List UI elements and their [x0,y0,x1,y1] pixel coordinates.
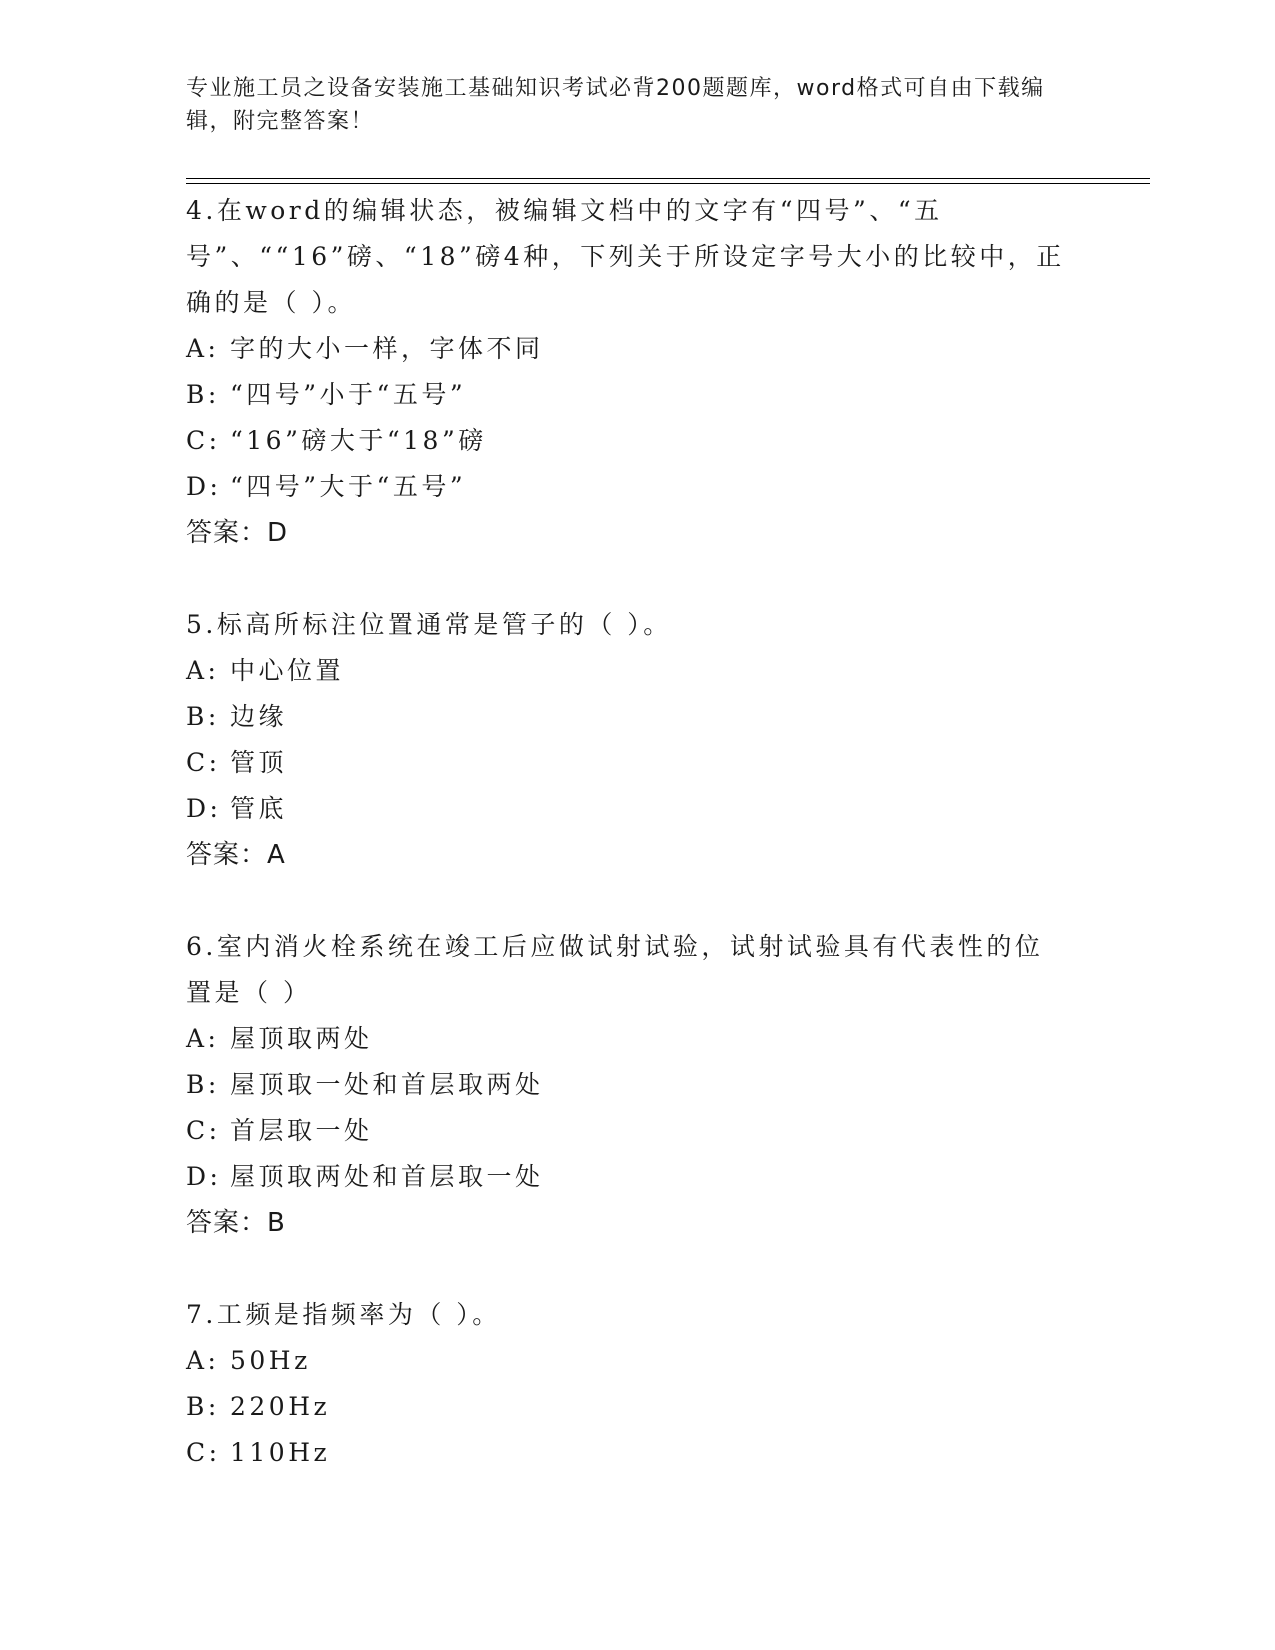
option-text: 边缘 [230,702,288,731]
option-text: 50Hz [230,1346,311,1375]
option-text: 管顶 [230,748,288,777]
answer-line: 答案：D [186,518,289,548]
option-b [186,1062,1066,1108]
option-text: “四号”小于“五号” [230,380,467,409]
option-text: 屋顶取两处和首层取一处 [230,1162,544,1191]
option-text: “四号”大于“五号” [230,472,467,501]
option-key: B: [186,1392,220,1421]
option-text: 管底 [230,794,288,823]
question-item [186,1292,1066,1476]
option-key: A: [186,1024,220,1053]
option-key: C: [186,1438,221,1467]
option-key: A: [186,1346,220,1375]
option-c [186,1430,1066,1476]
option-key: C: [186,748,221,777]
question-item [186,924,1066,1246]
option-key: A: [186,656,220,685]
option-key: B: [186,1070,220,1099]
option-a [186,326,1066,372]
option-c [186,1108,1066,1154]
option-text: “16”磅大于“18”磅 [230,426,487,455]
document-header-title: 专业施工员之设备安装施工基础知识考试必背200题题库，word格式可自由下载编辑，附完整答案！ [186,76,1045,134]
option-text: 中心位置 [230,656,345,685]
option-a [186,648,1066,694]
question-item [186,188,1066,556]
option-text: 首层取一处 [230,1116,373,1145]
question-stem: 4.在word的编辑状态，被编辑文档中的文字有“四号”、“五号”、““16”磅、“18”磅4种，下列关于所设定字号大小的比较中，正确的是（ ）。 [186,196,1065,317]
option-key: A: [186,334,220,363]
option-text: 屋顶取一处和首层取两处 [230,1070,544,1099]
option-c [186,740,1066,786]
answer-line: 答案：A [186,840,286,870]
option-key: B: [186,380,220,409]
question-stem: 7.工频是指频率为（ ）。 [186,1300,501,1329]
option-b [186,694,1066,740]
option-d [186,786,1066,832]
question-stem: 5.标高所标注位置通常是管子的（ ）。 [186,610,672,639]
option-key: D: [186,1162,222,1191]
option-key: C: [186,426,221,455]
question-item [186,602,1066,878]
question-list [186,188,1066,1476]
option-d [186,464,1066,510]
option-c [186,418,1066,464]
answer-line: 答案：B [186,1208,286,1238]
option-text: 110Hz [230,1438,331,1467]
option-text: 屋顶取两处 [230,1024,373,1053]
header-divider-top [186,178,1150,179]
header-divider-bottom [186,183,1150,184]
question-stem: 6.室内消火栓系统在竣工后应做试射试验，试射试验具有代表性的位置是（ ） [186,932,1044,1007]
option-a [186,1338,1066,1384]
option-key: C: [186,1116,221,1145]
option-b [186,1384,1066,1430]
option-d [186,1154,1066,1200]
option-key: D: [186,794,222,823]
option-a [186,1016,1066,1062]
option-text: 字的大小一样，字体不同 [230,334,544,363]
option-b [186,372,1066,418]
option-key: B: [186,702,220,731]
option-key: D: [186,472,222,501]
option-text: 220Hz [230,1392,331,1421]
